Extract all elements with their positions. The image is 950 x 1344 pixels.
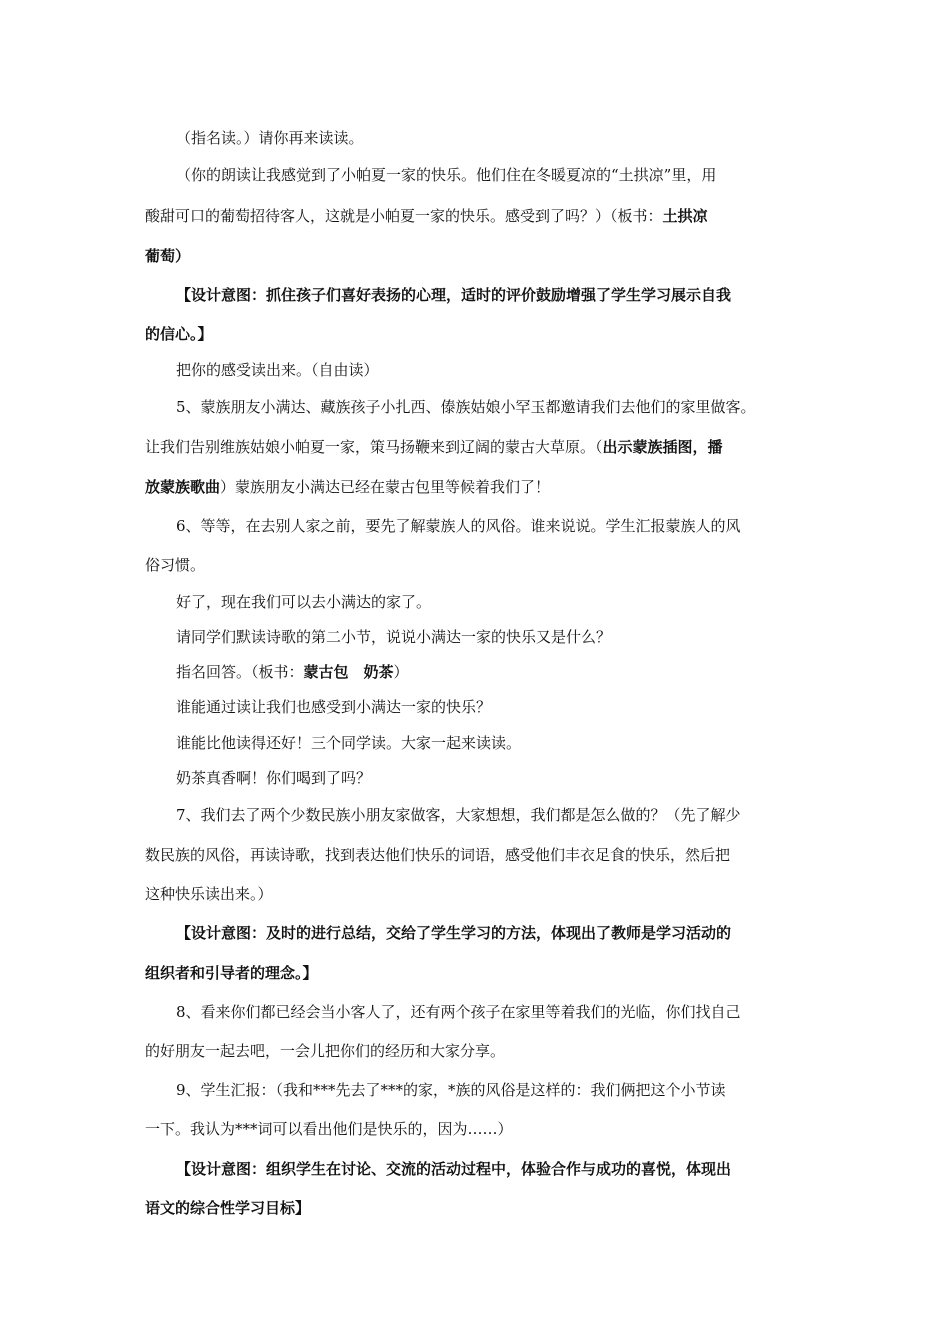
- bold-text: 出示蒙族插图，播: [602, 438, 723, 456]
- text: 让我们告别维族姑娘小帕夏一家，策马扬鞭来到辽阔的蒙古大草原。（: [145, 438, 603, 456]
- paragraph-line: [145, 884, 273, 904]
- bold-text: 蒙古包 奶茶: [303, 663, 394, 681]
- paragraph-line: [145, 437, 723, 457]
- text: 6、等等，在去别人家之前，要先了解蒙族人的风俗。谁来说说。学生汇报蒙族人的风: [176, 517, 741, 535]
- paragraph: [176, 662, 409, 682]
- bold-text: 【设计意图：抓住孩子们喜好表扬的心理，适时的评价鼓励增强了学生学习展示自我: [176, 286, 732, 304]
- bold-text: 土拱凉: [662, 207, 708, 225]
- bold-text: 语文的综合性学习目标】: [145, 1199, 311, 1217]
- paragraph: [176, 733, 521, 753]
- design-intent: [176, 285, 731, 305]
- text: 这种快乐读出来。）: [145, 885, 273, 903]
- paragraph-line: [145, 477, 550, 497]
- text: 请同学们默读诗歌的第二小节，说说小满达一家的快乐又是什么？: [176, 628, 612, 646]
- text: 7、我们去了两个少数民族小朋友家做客，大家想想，我们都是怎么做的？（先了解少: [176, 806, 741, 824]
- text: 数民族的风俗，再读诗歌，找到表达他们快乐的词语，感受他们丰衣足食的快乐，然后把: [145, 846, 731, 864]
- text: ）蒙族朋友小满达已经在蒙古包里等候着我们了！: [220, 478, 551, 496]
- text: 5、蒙族朋友小满达、藏族孩子小扎西、傣族姑娘小罕玉都邀请我们去他们的家里做客。: [176, 398, 756, 416]
- paragraph: [176, 1080, 726, 1100]
- design-intent: [176, 923, 731, 943]
- text: （你的朗读让我感觉到了小帕夏一家的快乐。他们住在冬暖夏凉的“土拱凉”里，用: [176, 166, 717, 184]
- paragraph: [176, 697, 491, 717]
- paragraph: [176, 768, 371, 788]
- paragraph-line: [145, 206, 708, 226]
- bold-text: 放蒙族歌曲: [145, 478, 221, 496]
- text: （指名读。）请你再来读读。: [176, 129, 364, 147]
- text: 8、看来你们都已经会当小客人了，还有两个孩子在家里等着我们的光临，你们找自己: [176, 1003, 741, 1021]
- paragraph: [176, 360, 379, 380]
- text: 谁能通过读让我们也感受到小满达一家的快乐？: [176, 698, 492, 716]
- bold-text: 【设计意图：组织学生在讨论、交流的活动过程中，体验合作与成功的喜悦，体现出: [176, 1160, 732, 1178]
- paragraph-line: [145, 845, 730, 865]
- paragraph: [176, 627, 611, 647]
- text: 的好朋友一起去吧，一会儿把你们的经历和大家分享。: [145, 1042, 506, 1060]
- text: ）: [393, 663, 409, 681]
- text: 把你的感受读出来。（自由读）: [176, 361, 379, 379]
- text: 酸甜可口的葡萄招待客人，这就是小帕夏一家的快乐。感受到了吗？）（板书：: [145, 207, 663, 225]
- paragraph: [176, 805, 741, 825]
- text: 谁能比他读得还好！三个同学读。大家一起来读读。: [176, 734, 522, 752]
- bold-text: 葡萄）: [145, 247, 191, 265]
- paragraph: [176, 128, 364, 148]
- design-intent-line: [145, 1198, 310, 1218]
- paragraph-line: [145, 555, 205, 575]
- paragraph-line: [145, 246, 190, 266]
- text: 一下。我认为***词可以看出他们是快乐的，因为……）: [145, 1120, 513, 1138]
- paragraph: [176, 1002, 741, 1022]
- design-intent-line: [145, 963, 318, 983]
- text: 9、学生汇报：（我和***先去了***的家，*族的风俗是这样的：我们俩把这个小节读: [176, 1081, 726, 1099]
- text: 奶茶真香啊！你们喝到了吗？: [176, 769, 372, 787]
- design-intent-line: [145, 324, 213, 344]
- text: 俗习惯。: [145, 556, 206, 574]
- design-intent: [176, 1159, 731, 1179]
- paragraph-line: [145, 1041, 505, 1061]
- paragraph: [176, 516, 741, 536]
- text: 指名回答。（板书：: [176, 663, 304, 681]
- bold-text: 组织者和引导者的理念。】: [145, 964, 318, 982]
- bold-text: 【设计意图：及时的进行总结，交给了学生学习的方法，体现出了教师是学习活动的: [176, 924, 732, 942]
- bold-text: 的信心。】: [145, 325, 213, 343]
- paragraph-line: [145, 1119, 513, 1139]
- paragraph: [176, 165, 716, 185]
- text: 好了，现在我们可以去小满达的家了。: [176, 593, 432, 611]
- paragraph: [176, 592, 431, 612]
- paragraph: [176, 397, 756, 417]
